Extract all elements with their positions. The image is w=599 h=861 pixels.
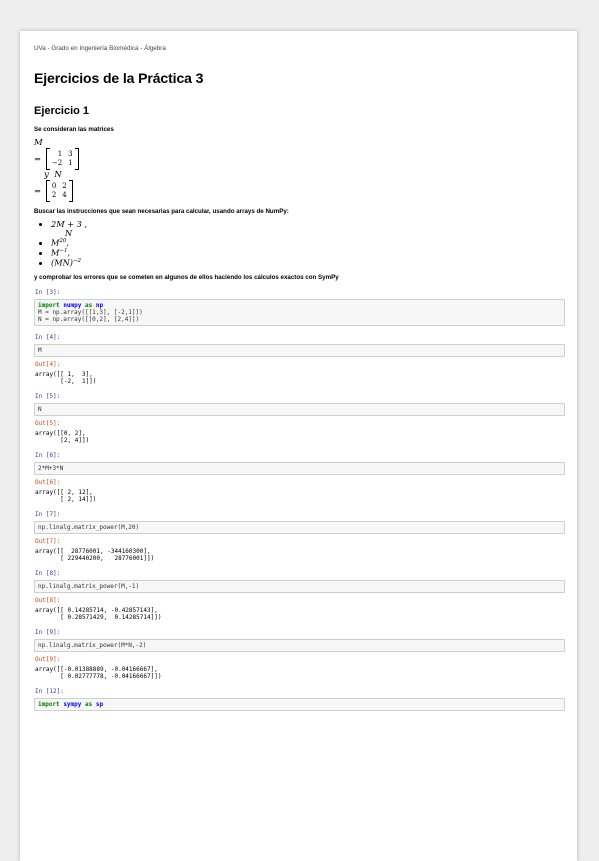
matrix-m-row bbox=[34, 148, 565, 170]
input-prompt: In [9]: bbox=[35, 628, 61, 636]
output-prompt: Out[4]: bbox=[35, 360, 61, 368]
cell-output: array([[ 1, 3], [-2, 1]]) bbox=[35, 370, 97, 385]
cell-output: array([[ 0.14285714, -0.42857143], [ 0.28571429, 0.14285714]]) bbox=[35, 606, 162, 621]
input-prompt: In [7]: bbox=[35, 510, 61, 518]
right-bracket bbox=[69, 180, 73, 202]
matrix-n-row bbox=[34, 180, 565, 202]
task-item: • $M^{20}$, bbox=[51, 237, 565, 247]
code-cell[interactable]: M bbox=[34, 344, 565, 357]
matrix-cell: 2 bbox=[51, 191, 57, 199]
equals-sign: = bbox=[34, 186, 42, 197]
closing-text: y comprobar los errores que se cometen en algunos de ellos haciendo los cálculos exactos con SymPy bbox=[34, 273, 339, 281]
cell-output: array([[ 28776001, -344160300], [ 229440200, 28776001]]) bbox=[35, 547, 155, 562]
notebook-content bbox=[20, 31, 577, 711]
code-cell[interactable]: N bbox=[34, 403, 565, 416]
course-header: UVa - Grado en Ingeniería Biomédica - Álgebra bbox=[34, 45, 166, 52]
cell-output: array([[ 2, 12], [ 2, 14]]) bbox=[35, 488, 97, 503]
input-prompt: In [5]: bbox=[35, 392, 61, 400]
matrix-cell: −2 bbox=[51, 159, 63, 167]
matrix-cell: 3 bbox=[68, 149, 73, 158]
code-cell[interactable]: np.linalg.matrix_power(M,20) bbox=[34, 521, 565, 534]
task-item: • (MN)$^{-2}$ bbox=[51, 257, 565, 267]
conjunction-y: y bbox=[44, 170, 49, 180]
task-list bbox=[34, 220, 565, 268]
matrix-m-name: M bbox=[34, 138, 43, 148]
cell-output: array([[0, 2], [2, 4]]) bbox=[35, 429, 90, 444]
cell-output: array([[-0.01388889, -0.04166667], [ 0.02777778, -0.04166667]]) bbox=[35, 665, 162, 680]
input-prompt: In [6]: bbox=[35, 451, 61, 459]
matrix-cell: 1 bbox=[68, 159, 73, 167]
notebook-page bbox=[20, 31, 577, 861]
input-prompt: In [4]: bbox=[35, 333, 61, 341]
matrix-n-name-line bbox=[34, 170, 565, 180]
output-prompt: Out[9]: bbox=[35, 655, 61, 663]
task-item: • $M^{-1}$, bbox=[51, 247, 565, 257]
matrix-cell: 1 bbox=[57, 149, 63, 158]
matrix-n bbox=[46, 180, 73, 202]
matrix-n-name: N bbox=[54, 170, 62, 180]
section-heading: Ejercicio 1 bbox=[34, 105, 90, 117]
output-prompt: Out[7]: bbox=[35, 537, 61, 545]
equals-sign: = bbox=[34, 154, 42, 165]
instruction-text: Buscar las instrucciones que sean necesarias para calcular, usando arrays de NumPy: bbox=[34, 208, 289, 215]
right-bracket bbox=[75, 148, 79, 170]
code-cell[interactable]: np.linalg.matrix_power(M,-1) bbox=[34, 580, 565, 593]
intro-text: Se consideran las matrices bbox=[34, 126, 114, 133]
matrix-definitions bbox=[34, 138, 565, 202]
input-prompt: In [12]: bbox=[35, 687, 64, 695]
matrix-m bbox=[46, 148, 79, 170]
input-prompt: In [3]: bbox=[35, 288, 61, 296]
output-prompt: Out[8]: bbox=[35, 596, 61, 604]
matrix-cell: 4 bbox=[62, 191, 67, 199]
task-item: • 2M + 3 , N bbox=[51, 220, 565, 237]
code-cell[interactable]: 2*M+3*N bbox=[34, 462, 565, 475]
matrix-cell: 2 bbox=[62, 181, 67, 190]
code-cell[interactable]: np.linalg.matrix_power(M*N,-2) bbox=[34, 639, 565, 652]
output-prompt: Out[5]: bbox=[35, 419, 61, 427]
matrix-cell: 0 bbox=[51, 181, 57, 190]
page-title: Ejercicios de la Práctica 3 bbox=[34, 70, 204, 86]
input-prompt: In [8]: bbox=[35, 569, 61, 577]
code-cell[interactable]: import sympy as sp bbox=[34, 698, 565, 711]
code-cell[interactable]: import numpy as np M = np.array([[1,3], [-2,1]]) N = np.array([[0,2], [2,4]]) bbox=[34, 299, 565, 326]
output-prompt: Out[6]: bbox=[35, 478, 61, 486]
